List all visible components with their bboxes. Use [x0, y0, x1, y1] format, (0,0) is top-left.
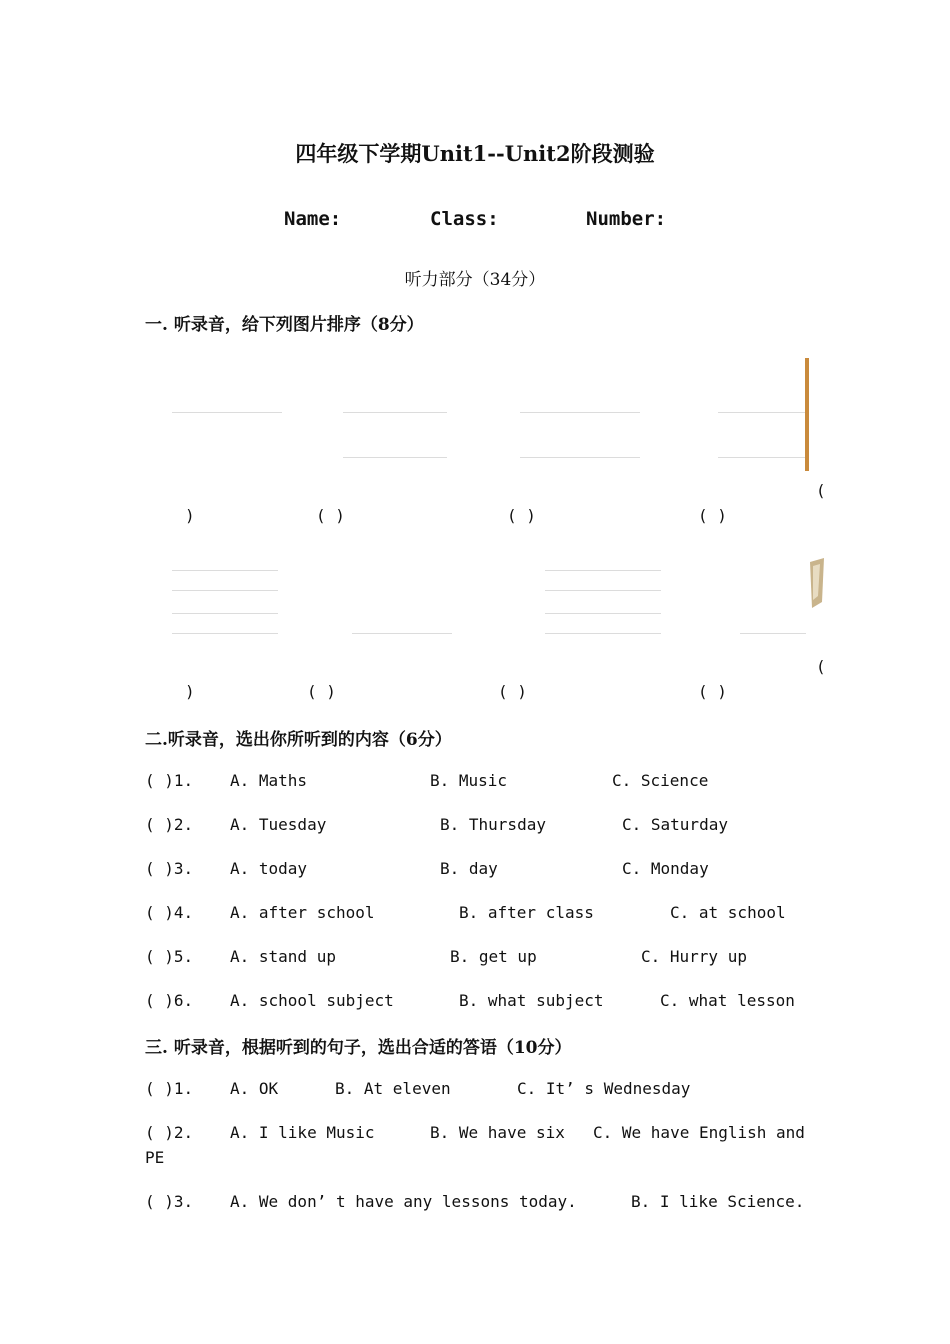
s2-item6-option-a: A. school subject [230, 991, 394, 1010]
s2-item2-number: ( )2. [145, 815, 194, 834]
s2-item1-option-a: A. Maths [230, 771, 308, 790]
picture-corner-image [804, 556, 826, 616]
picture-placeholder-5c [172, 613, 278, 614]
s2-item2-option-b: B. Thursday [440, 815, 546, 834]
s2-item5-option-c: C. Hurry up [641, 947, 747, 966]
s3-item2-number: ( )2. [145, 1123, 194, 1142]
name-field-label: Name: [284, 208, 342, 230]
picture-placeholder-1 [172, 412, 282, 413]
bracket-row2-4: ( ) [698, 682, 727, 701]
s3-item3-option-a: A. We don’ t have any lessons today. [230, 1192, 577, 1211]
s3-item1-number: ( )1. [145, 1079, 194, 1098]
s2-item4-option-a: A. after school [230, 903, 375, 922]
picture-placeholder-5b [172, 590, 278, 591]
bracket-row2-close: ) [185, 682, 195, 701]
bracket-row1-open: ( [816, 481, 826, 500]
s2-item2-option-a: A. Tuesday [230, 815, 327, 834]
bracket-row1-3: ( ) [507, 506, 536, 525]
picture-placeholder-7b [545, 590, 661, 591]
picture-placeholder-8 [740, 633, 806, 634]
s2-item6-option-b: B. what subject [459, 991, 604, 1010]
s3-item2-option-c-wrap: PE [145, 1148, 165, 1167]
bracket-row1-2: ( ) [316, 506, 345, 525]
s2-item5-option-b: B. get up [450, 947, 537, 966]
bracket-row1-close: ) [185, 506, 195, 525]
section1-heading: 一. 听录音，给下列图片排序（8分） [145, 315, 424, 335]
picture-edge-bar [805, 358, 809, 471]
s3-item3-number: ( )3. [145, 1192, 194, 1211]
picture-placeholder-7 [545, 570, 661, 571]
picture-placeholder-2 [343, 412, 447, 413]
number-field-label: Number: [586, 208, 667, 230]
s2-item6-number: ( )6. [145, 991, 194, 1010]
picture-placeholder-3b [520, 457, 640, 458]
s2-item5-number: ( )5. [145, 947, 194, 966]
s2-item3-option-b: B. day [440, 859, 498, 878]
section2-heading: 二.听录音，选出你所听到的内容（6分） [145, 730, 452, 750]
s2-item2-option-c: C. Saturday [622, 815, 728, 834]
s2-item4-option-c: C. at school [670, 903, 786, 922]
s3-item1-option-c: C. It’ s Wednesday [517, 1079, 691, 1098]
bracket-row2-open: ( [816, 657, 826, 676]
picture-placeholder-5d [172, 633, 278, 634]
picture-placeholder-5 [172, 570, 278, 571]
picture-placeholder-3 [520, 412, 640, 413]
s3-item3-option-b: B. I like Science. [631, 1192, 805, 1211]
picture-placeholder-2b [343, 457, 447, 458]
s2-item3-number: ( )3. [145, 859, 194, 878]
s3-item2-option-a: A. I like Music [230, 1123, 375, 1142]
s2-item6-option-c: C. what lesson [660, 991, 795, 1010]
picture-placeholder-6 [352, 633, 452, 634]
s3-item2-option-c: C. We have English and [593, 1123, 805, 1142]
bracket-row2-2: ( ) [307, 682, 336, 701]
s2-item3-option-c: C. Monday [622, 859, 709, 878]
bracket-row1-4: ( ) [698, 506, 727, 525]
picture-placeholder-4b [718, 457, 808, 458]
s3-item1-option-b: B. At eleven [335, 1079, 451, 1098]
s2-item3-option-a: A. today [230, 859, 308, 878]
picture-placeholder-4 [718, 412, 808, 413]
s3-item1-option-a: A. OK [230, 1079, 279, 1098]
page-title: 四年级下学期Unit1--Unit2阶段测验 [295, 141, 655, 166]
s3-item2-option-b: B. We have six [430, 1123, 565, 1142]
listening-header: 听力部分（34分） [404, 270, 546, 290]
picture-placeholder-7c [545, 613, 661, 614]
s2-item4-option-b: B. after class [459, 903, 594, 922]
s2-item5-option-a: A. stand up [230, 947, 336, 966]
section3-heading: 三. 听录音，根据听到的句子，选出合适的答语（10分） [145, 1038, 572, 1058]
s2-item1-number: ( )1. [145, 771, 194, 790]
class-field-label: Class: [430, 208, 499, 230]
bracket-row2-3: ( ) [498, 682, 527, 701]
s2-item1-option-c: C. Science [612, 771, 709, 790]
picture-placeholder-7d [545, 633, 661, 634]
s2-item4-number: ( )4. [145, 903, 194, 922]
s2-item1-option-b: B. Music [430, 771, 508, 790]
